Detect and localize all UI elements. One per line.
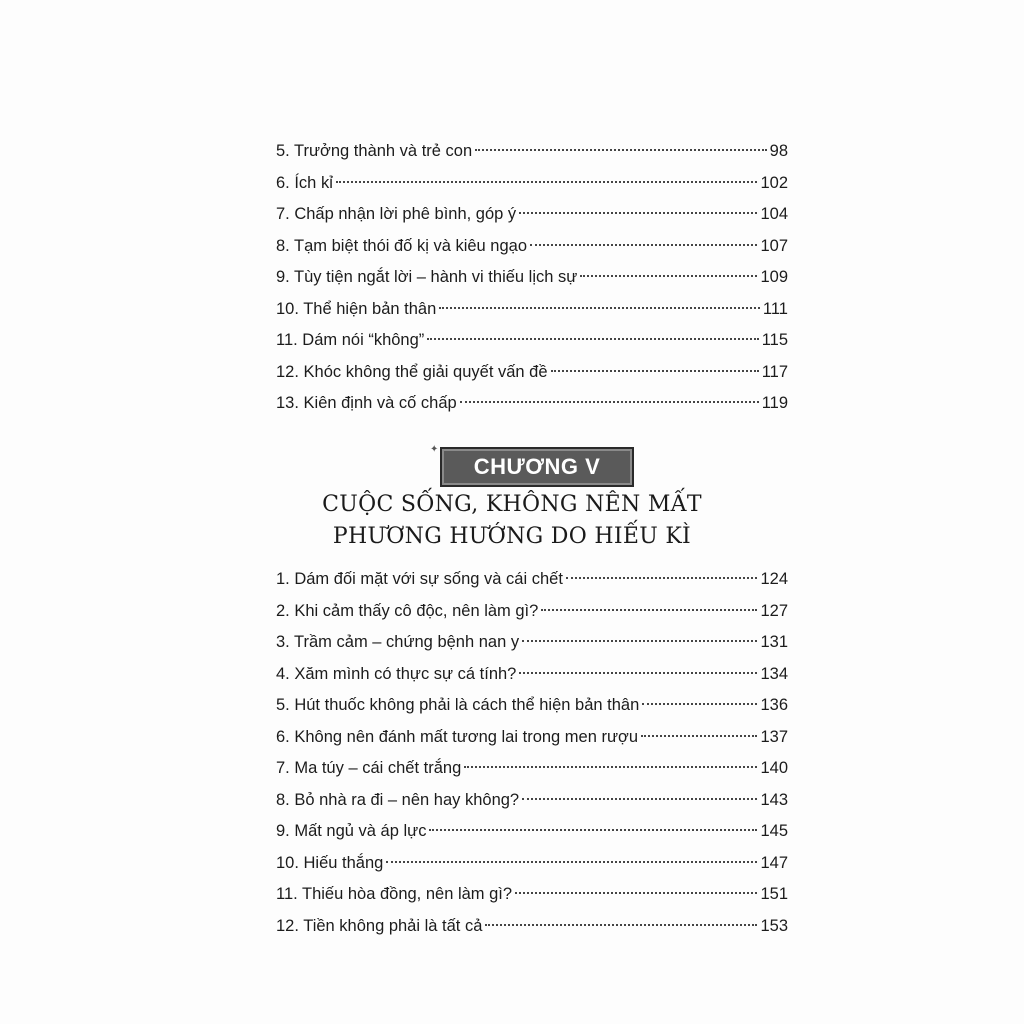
chapter-title-line-2: PHƯƠNG HƯỚNG DO HIẾU KÌ bbox=[332, 524, 692, 549]
toc-entry-title: 9. Mất ngủ và áp lực bbox=[276, 822, 427, 840]
toc-entry-page: 134 bbox=[760, 664, 788, 683]
toc-entry-title: 10. Hiếu thắng bbox=[276, 853, 384, 872]
toc-entry bbox=[276, 168, 788, 200]
toc-entry bbox=[276, 262, 788, 294]
toc-entry bbox=[276, 848, 788, 880]
dot-leader bbox=[475, 149, 767, 151]
corner-ornament-icon: ✦ bbox=[430, 444, 439, 455]
dot-leader bbox=[551, 370, 759, 372]
dot-leader bbox=[386, 861, 757, 863]
toc-entry-title: 11. Thiếu hòa đồng, nên làm gì? bbox=[276, 885, 513, 903]
toc-entry-title: 1. Dám đối mặt với sự sống và cái chết bbox=[276, 570, 563, 588]
dot-leader bbox=[519, 212, 757, 214]
dot-leader bbox=[515, 892, 757, 894]
toc-entry-title: 8. Tạm biệt thói đố kị và kiêu ngạo bbox=[276, 236, 528, 255]
dot-leader bbox=[566, 577, 758, 579]
toc-entry bbox=[276, 199, 788, 231]
toc-entry-page: 136 bbox=[760, 696, 788, 714]
toc-entry bbox=[276, 690, 788, 722]
toc-entry bbox=[276, 627, 788, 659]
toc-entry-title: 13. Kiên định và cố chấp bbox=[276, 394, 457, 412]
toc-entry-title: 12. Tiền không phải là tất cả bbox=[276, 916, 483, 935]
toc-entry-title: 5. Hút thuốc không phải là cách thể hiện bản thân bbox=[276, 696, 640, 714]
toc-entry-page: 153 bbox=[760, 916, 788, 935]
toc-entry bbox=[276, 785, 788, 817]
toc-entry bbox=[276, 294, 788, 326]
dot-leader bbox=[519, 672, 757, 674]
toc-entry-title: 2. Khi cảm thấy cô độc, nên làm gì? bbox=[276, 601, 539, 620]
toc-entry bbox=[276, 879, 788, 911]
toc-entry-page: 104 bbox=[760, 205, 788, 223]
toc-entry-title: 11. Dám nói “không” bbox=[276, 331, 425, 349]
toc-entry bbox=[276, 722, 788, 754]
toc-entry-title: 6. Ích kỉ bbox=[276, 173, 333, 192]
dot-leader bbox=[580, 275, 757, 277]
toc-entry-page: 127 bbox=[760, 601, 788, 620]
dot-leader bbox=[485, 924, 757, 926]
dot-leader bbox=[522, 640, 757, 642]
toc-entry bbox=[276, 911, 788, 943]
toc-entry-page: 137 bbox=[760, 727, 788, 746]
toc-entry bbox=[276, 816, 788, 848]
toc-entry-page: 147 bbox=[760, 853, 788, 872]
dot-leader bbox=[464, 766, 757, 768]
toc-list-previous-chapter bbox=[276, 136, 788, 420]
toc-entry-page: 98 bbox=[769, 142, 788, 160]
dot-leader bbox=[439, 307, 760, 309]
toc-entry-page: 102 bbox=[760, 173, 788, 192]
toc-entry-page: 109 bbox=[760, 268, 788, 286]
toc-entry-title: 6. Không nên đánh mất tương lai trong men rượu bbox=[276, 727, 639, 746]
toc-entry bbox=[276, 564, 788, 596]
toc-entry-page: 145 bbox=[760, 822, 788, 840]
toc-entry-title: 7. Ma túy – cái chết trắng bbox=[276, 759, 462, 777]
toc-entry bbox=[276, 596, 788, 628]
toc-entry bbox=[276, 357, 788, 389]
toc-entry bbox=[276, 753, 788, 785]
dot-leader bbox=[541, 609, 757, 611]
toc-entry-title: 7. Chấp nhận lời phê bình, góp ý bbox=[276, 205, 517, 223]
dot-leader bbox=[530, 244, 757, 246]
toc-entry-title: 12. Khóc không thể giải quyết vấn đề bbox=[276, 362, 548, 381]
toc-entry-page: 140 bbox=[760, 759, 788, 777]
dot-leader bbox=[641, 735, 757, 737]
chapter-label-badge bbox=[440, 447, 634, 487]
chapter-label: CHƯƠNG V bbox=[473, 454, 601, 479]
toc-entry-page: 131 bbox=[760, 633, 788, 651]
toc-entry-page: 151 bbox=[760, 885, 788, 903]
toc-entry bbox=[276, 136, 788, 168]
toc-entry bbox=[276, 388, 788, 420]
toc-entry-title: 9. Tùy tiện ngắt lời – hành vi thiếu lịch sự bbox=[276, 268, 578, 286]
dot-leader bbox=[336, 181, 758, 183]
toc-entry-title: 3. Trầm cảm – chứng bệnh nan y bbox=[276, 633, 520, 651]
toc-entry-page: 111 bbox=[762, 299, 788, 318]
toc-entry-page: 107 bbox=[760, 236, 788, 255]
toc-entry-title: 10. Thể hiện bản thân bbox=[276, 299, 437, 318]
toc-entry-page: 115 bbox=[761, 331, 788, 349]
dot-leader bbox=[429, 829, 757, 831]
toc-entry bbox=[276, 325, 788, 357]
toc-entry-title: 8. Bỏ nhà ra đi – nên hay không? bbox=[276, 790, 520, 809]
toc-entry-title: 4. Xăm mình có thực sự cá tính? bbox=[276, 664, 517, 683]
dot-leader bbox=[522, 798, 757, 800]
dot-leader bbox=[460, 401, 759, 403]
toc-entry bbox=[276, 659, 788, 691]
dot-leader bbox=[642, 703, 757, 705]
chapter-title-line-1: CUỘC SỐNG, KHÔNG NÊN MẤT bbox=[322, 492, 702, 517]
toc-entry-page: 124 bbox=[760, 570, 788, 588]
toc-list-chapter-v bbox=[276, 564, 788, 942]
toc-entry-page: 143 bbox=[760, 790, 788, 809]
toc-entry-page: 119 bbox=[761, 394, 788, 412]
dot-leader bbox=[427, 338, 758, 340]
toc-entry bbox=[276, 231, 788, 263]
toc-entry-title: 5. Trưởng thành và trẻ con bbox=[276, 142, 473, 160]
toc-entry-page: 117 bbox=[761, 362, 788, 381]
